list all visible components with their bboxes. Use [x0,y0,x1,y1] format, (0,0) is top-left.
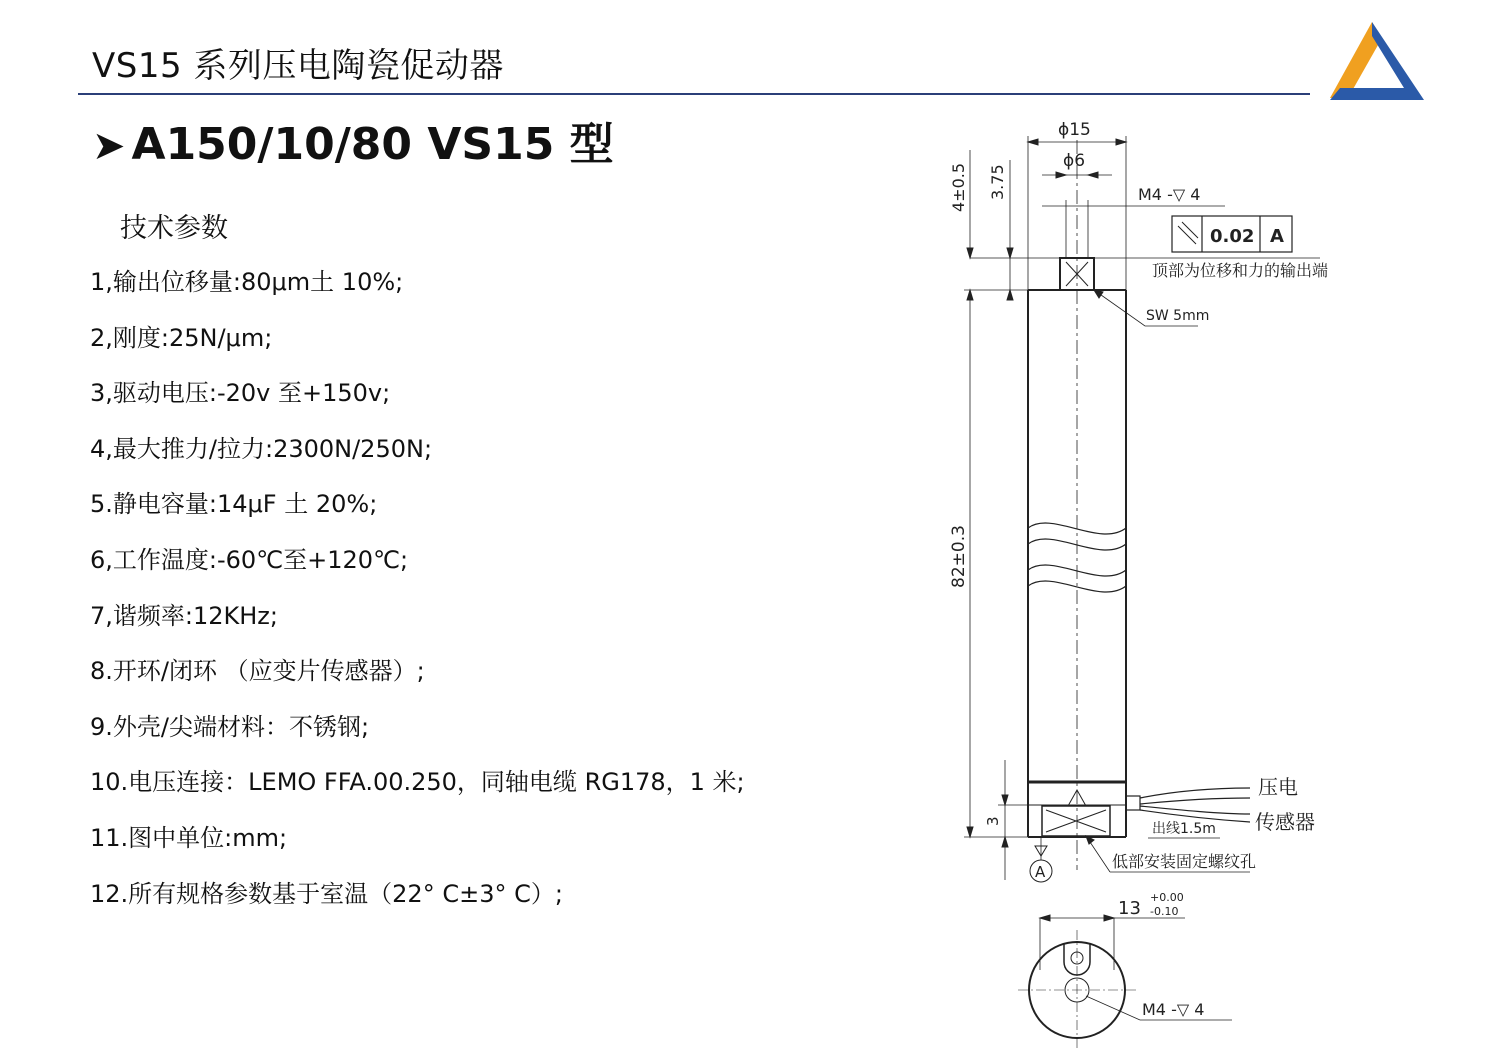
dimension-top-height [949,150,973,258]
dim-phi15-label: ϕ15 [1058,120,1091,140]
dim-tip-label: 3.75 [988,164,1007,200]
params-list [90,262,745,929]
param-item: 1,输出位移量:80μm土 10%; [90,268,404,296]
note-top-label: 顶部为位移和力的输出端 [1152,261,1329,280]
header-divider [78,93,1310,95]
triangle-logo-icon [1326,18,1426,104]
dim-top-height-label: 4±0.5 [949,162,968,212]
dim-width-tol-upper: +0.00 [1150,891,1184,904]
dimension-thread-top [1042,185,1225,206]
bottom-view [1018,891,1232,1050]
param-item: 12.所有规格参数基于室温（22° C±3° C）; [90,879,563,908]
wrench-label: SW 5mm [1146,308,1210,324]
sensor-label-2: 传感器 [1255,810,1315,834]
technical-drawing [920,100,1360,1060]
param-item: 11.图中单位:mm; [90,823,288,852]
param-item: 5.静电容量:14μF 土 20%; [90,490,378,519]
tolerance-value: 0.02 [1210,226,1255,247]
param-item: 4,最大推力/拉力:2300N/250N; [90,434,433,463]
datum-label: A [1035,863,1046,881]
sensor-label-1: 压电 [1258,775,1298,799]
param-item: 8.开环/闭环 （应变片传感器）; [90,657,425,686]
header-title: VS15 系列压电陶瓷促动器 [92,46,504,86]
param-item: 2,刚度:25N/μm; [90,323,273,352]
param-item: 7,谐频率:12KHz; [90,601,278,630]
thread-bottom-label: M4 -▽ 4 [1142,1000,1205,1019]
arrow-bullet-icon: ➤ [92,123,126,169]
dim-width-label: 13 [1118,898,1141,919]
param-item: 9.外壳/尖端材料：不锈钢; [90,712,370,741]
datum-marker [1030,837,1052,882]
param-item: 10.电压连接：LEMO FFA.00.250，同轴电缆 RG178，1 米; [90,768,745,797]
bottom-mount [1042,790,1110,836]
dim-phi6-label: ϕ6 [1063,151,1086,171]
model-title-text: A150/10/80 VS15 型 [131,119,614,170]
thread-top-label: M4 -▽ 4 [1138,185,1201,204]
dim-length-label: 82±0.3 [949,525,969,588]
dimension-bottom [984,760,1028,880]
dimension-tip [988,160,1013,300]
dim-width-tol-lower: -0.10 [1150,905,1179,918]
dim-bottom-label: 3 [984,816,1002,826]
dimension-length [949,290,1028,837]
cable [1126,788,1250,822]
model-title [92,108,614,172]
tolerance-datum: A [1270,226,1284,247]
note-top [970,258,1328,280]
note-bottom [1086,836,1256,872]
param-item: 6,工作温度:-60℃至+120℃; [90,545,409,574]
note-bottom-label: 低部安装固定螺纹孔 [1112,852,1257,871]
wrench-callout [1094,290,1209,326]
logo-inner-triangle [1330,22,1424,100]
param-item: 3,驱动电压:-20v 至+150v; [90,379,391,408]
cable-out-label: 出线1.5m [1152,821,1216,837]
tolerance-frame [1172,216,1292,252]
params-heading: 技术参数 [120,213,228,244]
cable-callout [1148,775,1315,838]
